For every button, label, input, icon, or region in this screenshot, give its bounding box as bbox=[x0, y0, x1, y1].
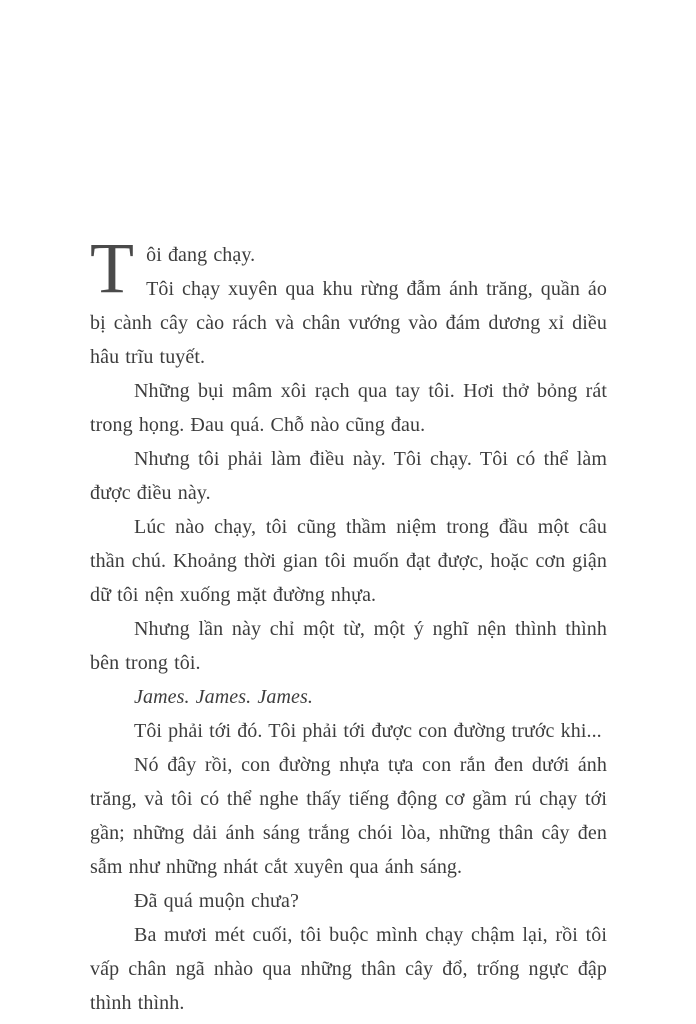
paragraph: Nhưng tôi phải làm điều này. Tôi chạy. Tôi có thể làm được điều này. bbox=[90, 448, 607, 504]
paragraph: ôi đang chạy. bbox=[146, 244, 256, 266]
paragraph: Tôi chạy xuyên qua khu rừng đẫm ánh trăng, quần áo bị cành cây cào rách và chân vướng vào đám dương xỉ diều hâu trĩu tuyết. bbox=[90, 278, 607, 368]
paragraph: Tôi phải tới đó. Tôi phải tới được con đường trước khi... bbox=[134, 720, 602, 742]
paragraphs-container bbox=[90, 228, 607, 1020]
paragraph: Nó đây rồi, con đường nhựa tựa con rắn đen dưới ánh trăng, và tôi có thể nghe thấy tiếng động cơ gầm rú chạy tới gần; những dải ánh sáng trắng chói lòa, những thân cây đen sẫm như những nhát cắt xuyên qua ánh sáng. bbox=[90, 754, 607, 878]
body-text-block bbox=[90, 228, 607, 1020]
paragraph: Ba mươi mét cuối, tôi buộc mình chạy chậm lại, rồi tôi vấp chân ngã nhào qua những thân cây đổ, trống ngực đập thình thình. bbox=[90, 924, 607, 1014]
paragraph: James. James. James. bbox=[134, 686, 313, 708]
paragraph: Những bụi mâm xôi rạch qua tay tôi. Hơi thở bỏng rát trong họng. Đau quá. Chỗ nào cũng đau. bbox=[90, 380, 607, 436]
paragraph: Đã quá muộn chưa? bbox=[134, 890, 299, 912]
paragraph: Lúc nào chạy, tôi cũng thầm niệm trong đầu một câu thần chú. Khoảng thời gian tôi muốn đạt được, hoặc cơn giận dữ tôi nện xuống mặt đường nhựa. bbox=[90, 516, 607, 606]
paragraph: Nhưng lần này chỉ một từ, một ý nghĩ nện thình thình bên trong tôi. bbox=[90, 618, 607, 674]
dropcap-letter: T bbox=[90, 228, 135, 308]
